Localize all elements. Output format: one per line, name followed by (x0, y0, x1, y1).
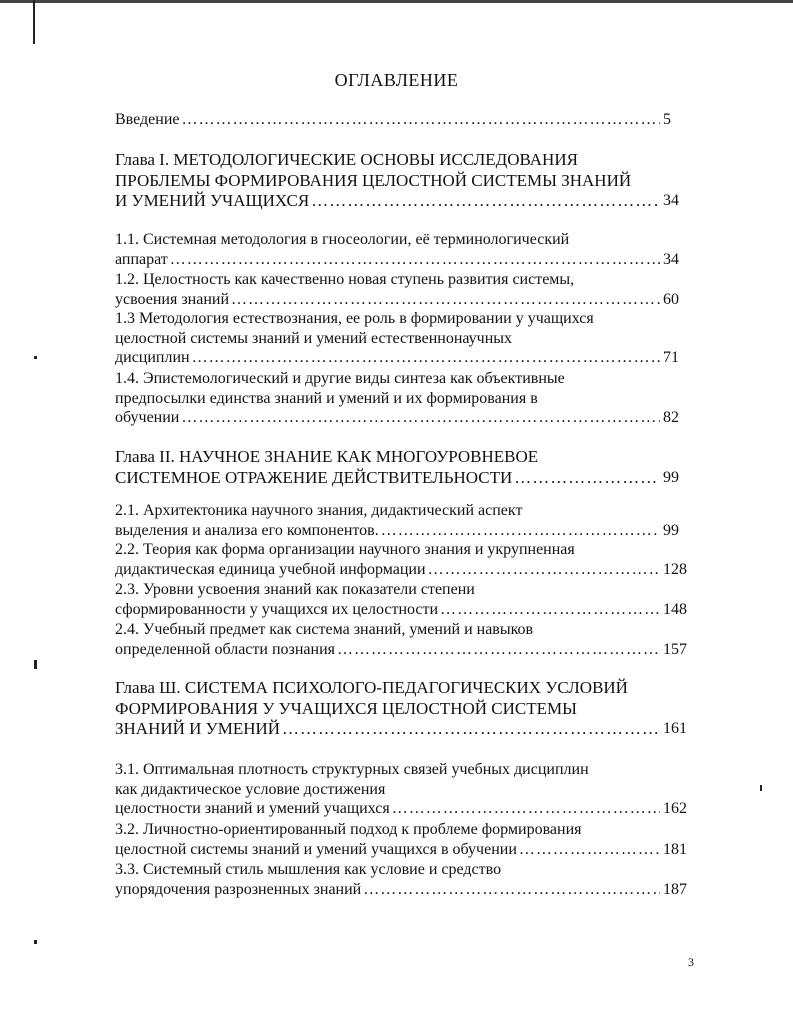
toc-item (115, 369, 703, 428)
toc-page-number: 71 (663, 349, 679, 366)
toc-line-text: целостности знаний и умений учащихся (115, 800, 390, 817)
toc-line-text: ПРОБЛЕМЫ ФОРМИРОВАНИЯ ЦЕЛОСТНОЙ СИСТЕМЫ ЗНАНИЙ (115, 170, 632, 190)
toc-item (115, 580, 703, 619)
toc-line (115, 290, 660, 310)
toc-line (115, 270, 660, 290)
toc-line-text: Глава Ш. СИСТЕМА ПСИХОЛОГО-ПЕДАГОГИЧЕСКИХ УСЛОВИЙ (115, 678, 628, 697)
toc-line-text: И УМЕНИЙ УЧАЩИХСЯ (115, 191, 310, 210)
toc-line (115, 540, 660, 560)
toc-line (115, 760, 660, 780)
toc-line-text: 3.3. Системный стиль мышления как условие и средство (115, 861, 502, 878)
toc-line (115, 501, 660, 521)
toc-line (115, 860, 660, 880)
toc-page-number: 5 (663, 111, 671, 128)
leader-dots (428, 560, 660, 580)
toc-line (115, 560, 660, 580)
toc-chapter (115, 447, 703, 488)
toc-page-number: 187 (663, 880, 687, 898)
toc-line-text: 2.3. Уровни усвоения знаний как показатели степени (115, 581, 475, 598)
toc-item (115, 620, 703, 659)
toc-line (115, 640, 660, 660)
toc-line-text: предпосылки единства знаний и умений и их формирования в (115, 389, 538, 407)
leader-dots (282, 719, 660, 740)
toc-line (115, 719, 660, 740)
toc-item (115, 230, 703, 269)
toc-chapter (115, 150, 703, 212)
toc-line (115, 230, 660, 250)
toc-line (115, 348, 660, 368)
toc-line-text: СИСТЕМНОЕ ОТРАЖЕНИЕ ДЕЙСТВИТЕЛЬНОСТИ (115, 467, 513, 487)
toc-line-text: 3.1. Оптимальная плотность структурных связей учебных дисциплин (115, 761, 589, 778)
leader-dots (381, 521, 660, 541)
toc-line-text: дидактическая единица учебной информации (115, 560, 426, 578)
toc-line-text: 2.2. Теория как форма организации научного знания и укрупненная (115, 541, 575, 558)
toc-line (115, 329, 660, 349)
toc-page-number: 34 (663, 250, 679, 268)
scan-speck (34, 356, 37, 359)
toc-page-number: 99 (663, 521, 679, 539)
toc-line-text: 3.2. Личностно-ориентированный подход к проблеме формирования (115, 821, 582, 838)
toc-line (115, 191, 660, 212)
toc-page-number: 60 (663, 290, 679, 308)
leader-dots (514, 468, 660, 489)
scan-speck (34, 940, 37, 944)
leader-dots (182, 110, 661, 130)
toc-line (115, 799, 660, 819)
toc-line-text: 1.4. Эпистемологический и другие виды синтеза как объективные (115, 370, 565, 387)
toc-line (115, 408, 660, 428)
toc-line (115, 110, 660, 130)
toc-page-number: 99 (663, 468, 679, 486)
leader-dots (337, 640, 660, 660)
toc-line-text: 1.1. Системная методология в гносеологии, её терминологический (115, 231, 570, 248)
toc-line (115, 447, 660, 468)
toc-line (115, 309, 660, 329)
toc-line-text: ФОРМИРОВАНИЯ У УЧАЩИХСЯ ЦЕЛОСТНОЙ СИСТЕМЫ (115, 698, 577, 718)
leader-dots (519, 840, 660, 860)
toc-line-text: Глава II. НАУЧНОЕ ЗНАНИЕ КАК МНОГОУРОВНЕВОЕ (115, 447, 539, 466)
scan-speck (760, 785, 762, 791)
scan-edge-top (0, 0, 793, 3)
toc-line-text: 2.1. Архитектоника научного знания, дидактический аспект (115, 502, 523, 519)
toc-line (115, 468, 660, 489)
page-number: 3 (688, 955, 694, 969)
toc-item (115, 540, 703, 579)
toc-line (115, 880, 660, 900)
toc-line-text: сформированности у учащихся их целостности (115, 600, 439, 618)
toc-item (115, 820, 703, 859)
leader-dots (231, 290, 660, 310)
toc-line-text: как дидактическое условие достижения (115, 780, 386, 798)
toc-line (115, 369, 660, 389)
toc-line (115, 840, 660, 860)
leader-dots (440, 600, 660, 620)
toc-page-number: 34 (663, 192, 679, 209)
toc-page-number: 181 (663, 840, 687, 858)
leader-dots (392, 799, 660, 819)
toc-line-text: выделения и анализа его компонентов. (115, 521, 379, 539)
toc-line (115, 521, 660, 541)
toc-chapter (115, 678, 703, 740)
toc-line-text: 1.2. Целостность как качественно новая ступень развития системы, (115, 271, 575, 288)
scan-speck (34, 660, 37, 669)
toc-line (115, 620, 660, 640)
toc-item (115, 110, 703, 130)
toc-item (115, 860, 703, 899)
toc-page-number: 157 (663, 640, 687, 658)
leader-dots (192, 348, 660, 368)
toc-line (115, 678, 660, 699)
scan-edge-left (33, 0, 35, 44)
toc-page-number: 128 (663, 560, 687, 578)
toc-line-text: аппарат (115, 250, 168, 268)
toc-page-number: 161 (663, 720, 687, 737)
toc-line-text: ЗНАНИЙ И УМЕНИЙ (115, 719, 281, 738)
toc-page-number: 162 (663, 800, 687, 817)
toc-line-text: упорядочения разрозненных знаний (115, 880, 362, 898)
toc-item (115, 501, 703, 540)
toc-page-number: 82 (663, 409, 679, 426)
leader-dots (170, 250, 660, 270)
toc-line-text: обучении (115, 409, 180, 426)
toc-line (115, 780, 660, 800)
toc-line-text: определенной области познания (115, 640, 335, 658)
leader-dots (311, 191, 660, 212)
toc-line (115, 171, 660, 192)
toc-line-text: целостной системы знаний и умений учащихся в обучении (115, 840, 517, 858)
page-title: ОГЛАВЛЕНИЕ (334, 70, 459, 90)
toc-line (115, 580, 660, 600)
toc-item (115, 309, 703, 368)
toc-line-text: дисциплин (115, 349, 190, 366)
toc-line-text: 1.3 Методология естествознания, ее роль в формировании у учащихся (115, 310, 594, 327)
leader-dots (181, 408, 660, 428)
toc-line (115, 250, 660, 270)
leader-dots (363, 880, 660, 900)
toc-line-text: Глава I. МЕТОДОЛОГИЧЕСКИЕ ОСНОВЫ ИССЛЕДОВАНИЯ (115, 150, 578, 169)
toc-line-text: 2.4. Учебный предмет как система знаний, умений и навыков (115, 621, 534, 638)
toc-item (115, 760, 703, 819)
toc-item (115, 270, 703, 309)
toc-line-text: Введение (115, 111, 180, 128)
toc-line (115, 600, 660, 620)
toc-line (115, 699, 660, 720)
toc-page-number: 148 (663, 600, 687, 618)
toc-line-text: целостной системы знаний и умений естественнонаучных (115, 329, 513, 347)
toc-line (115, 389, 660, 409)
toc-line-text: усвоения знаний (115, 290, 229, 308)
toc-line (115, 820, 660, 840)
toc-line (115, 150, 660, 171)
